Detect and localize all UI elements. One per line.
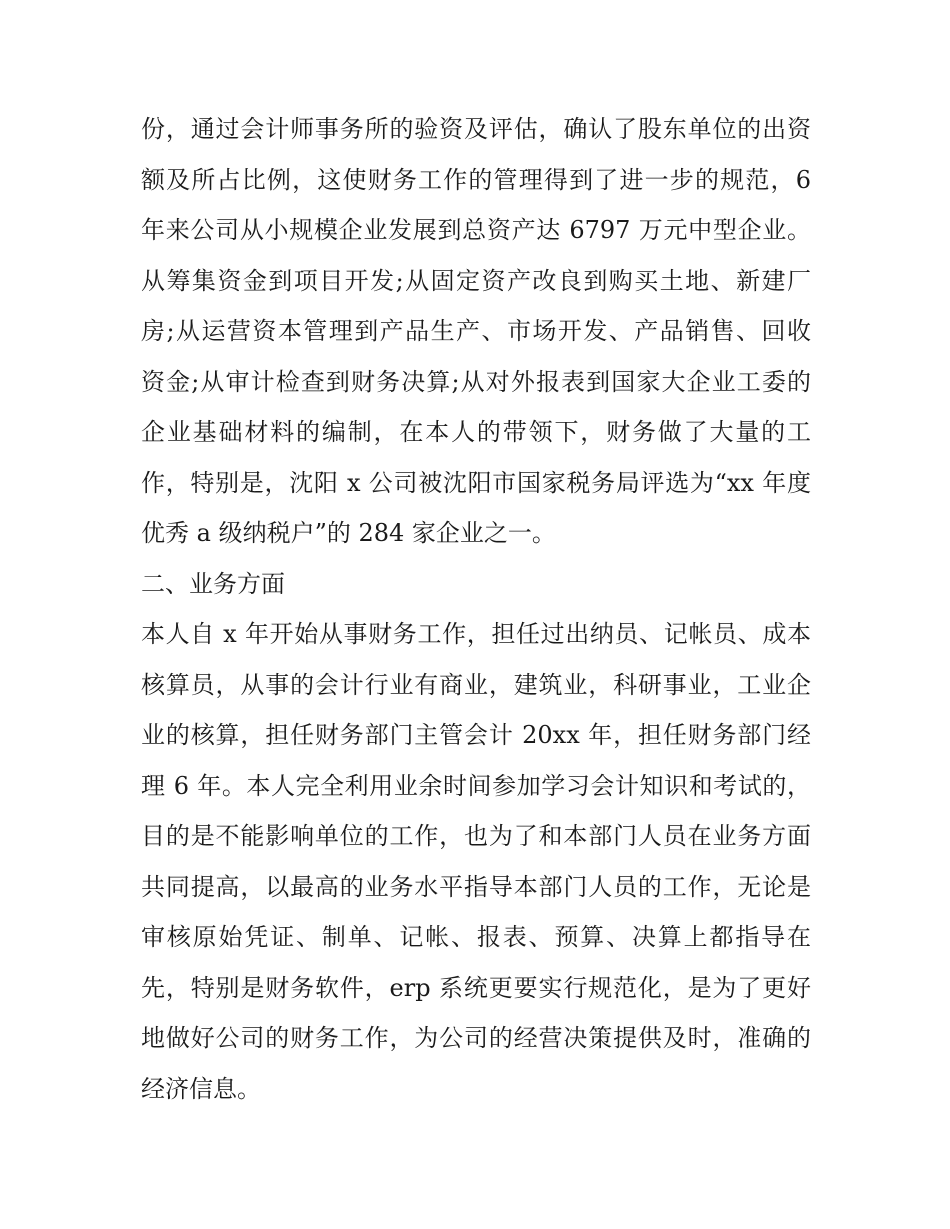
text-line: 先，特别是财务软件，erp 系统更要实行规范化，是为了更好 — [141, 973, 811, 1002]
text-line: 资金;从审计检查到财务决算;从对外报表到国家大企业工委的 — [141, 367, 811, 396]
text-line: 地做好公司的财务工作，为公司的经营决策提供及时，准确的 — [141, 1024, 811, 1052]
text-line: 年来公司从小规模企业发展到总资产达 6797 万元中型企业。 — [141, 216, 811, 244]
text-line: 业的核算，担任财务部门主管会计 20xx 年，担任财务部门经 — [141, 721, 811, 749]
text-line: 额及所占比例，这使财务工作的管理得到了进一步的规范，6 — [141, 165, 811, 194]
section-heading: 二、业务方面 — [141, 569, 285, 598]
text-line: 核算员，从事的会计行业有商业，建筑业，科研事业，工业企 — [141, 670, 811, 699]
text-line: 本人自 x 年开始从事财务工作，担任过出纳员、记帐员、成本 — [141, 620, 811, 648]
text-line: 共同提高，以最高的业务水平指导本部门人员的工作，无论是 — [141, 872, 811, 901]
text-line: 审核原始凭证、制单、记帐、报表、预算、决算上都指导在 — [141, 923, 811, 951]
text-line: 企业基础材料的编制，在本人的带领下，财务做了大量的工 — [141, 418, 811, 446]
text-line: 从筹集资金到项目开发;从固定资产改良到购买土地、新建厂 — [141, 266, 811, 295]
text-line: 份，通过会计师事务所的验资及评估，确认了股东单位的出资 — [141, 115, 811, 143]
text-line: 房;从运营资本管理到产品生产、市场开发、产品销售、回收 — [141, 317, 811, 345]
body-text — [141, 104, 821, 1114]
text-line: 作，特别是，沈阳 x 公司被沈阳市国家税务局评选为“xx 年度 — [141, 468, 811, 497]
text-line: 理 6 年。本人完全利用业余时间参加学习会计知识和考试的， — [141, 771, 811, 800]
text-line: 经济信息。 — [141, 1074, 261, 1103]
text-line: 目的是不能影响单位的工作，也为了和本部门人员在业务方面 — [141, 822, 811, 850]
text-line: 优秀 a 级纳税户”的 284 家企业之一。 — [141, 519, 556, 547]
